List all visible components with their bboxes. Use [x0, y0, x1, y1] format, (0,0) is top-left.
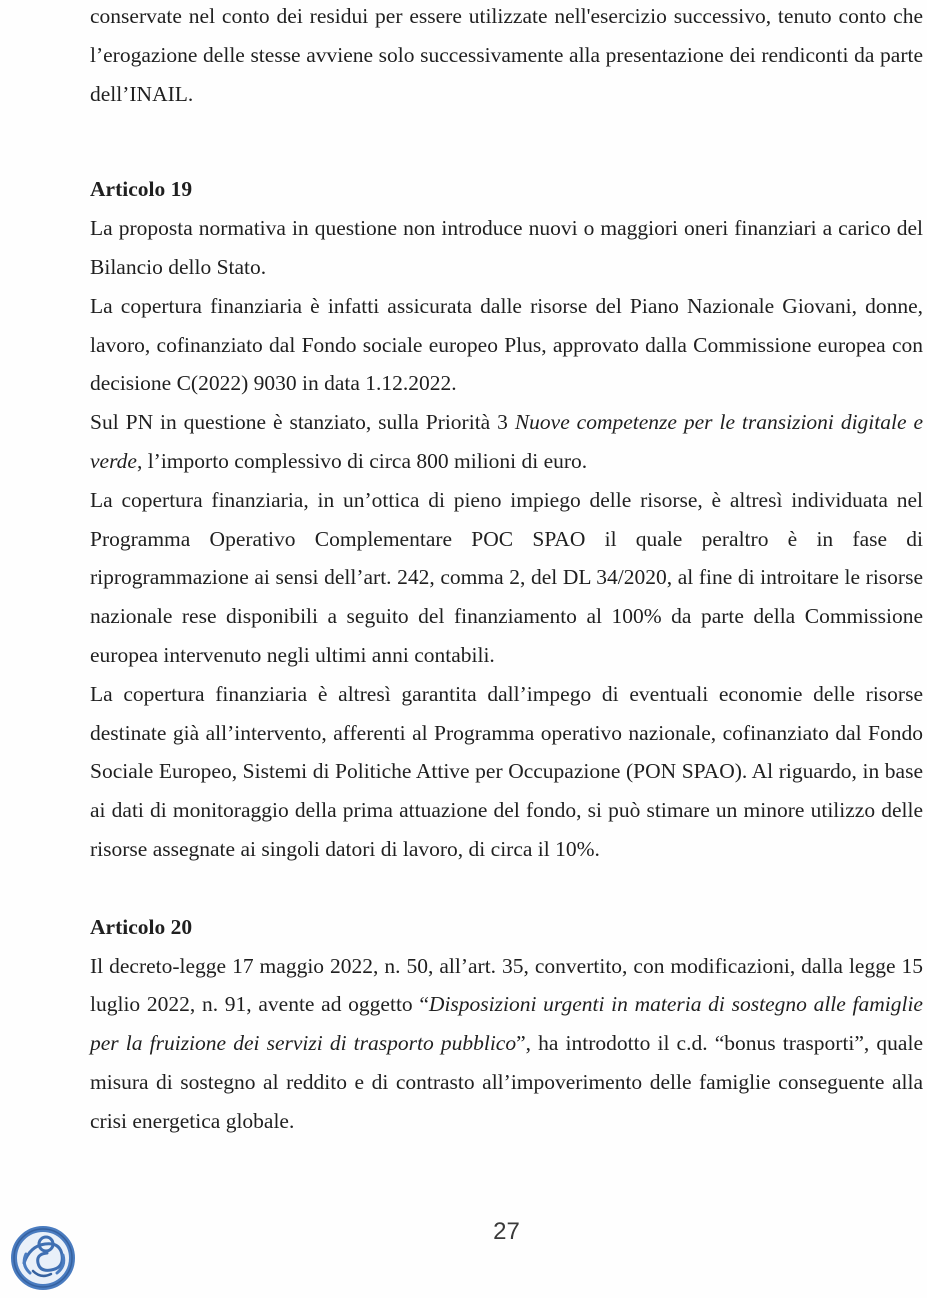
- text-run: , l’importo complessivo di circa 800 milioni di euro.: [136, 448, 588, 473]
- paragraph-spacer: [90, 113, 923, 170]
- text-run: Nuove competenze per le transizioni digitale e verde: [90, 410, 923, 473]
- text-run: Il decreto-legge 17 maggio 2022, n. 50, all’art. 35, convertito, con modificazioni, dalla legge 15 luglio 2022, n. 91, avente ad oggetto “: [90, 953, 923, 1017]
- text-run: Sul PN in questione è stanziato, sulla Priorità 3: [90, 410, 515, 435]
- body-paragraph: [90, 481, 923, 675]
- article-heading: [90, 908, 923, 947]
- body-paragraph: [90, 947, 923, 1141]
- text-run: conservate nel conto dei residui per essere utilizzate nell'esercizio successivo, tenuto conto che l’erogazione delle stesse avviene solo successivamente alla presentazione dei rendiconti da parte dell’INAIL.: [90, 4, 923, 106]
- body-paragraph: [90, 403, 923, 481]
- text-run: La copertura finanziaria è altresì garantita dall’impego di eventuali economie delle risorse destinate già all’intervento, afferenti al Programma operativo nazionale, cofinanziato dal Fondo Sociale Europeo, Sistemi di Politiche Attive per Occupazione (PON SPAO). Al riguardo, in base ai dati di monitoraggio della prima attuazione del fondo, si può stimare un minore utilizzo delle risorse assegnate ai singoli datori di lavoro, di circa il 10%.: [90, 681, 923, 861]
- text-run: Articolo 20: [90, 914, 193, 939]
- page-number: 27: [493, 1218, 520, 1245]
- body-paragraph: [90, 209, 923, 287]
- text-run: La copertura finanziaria, in un’ottica di pieno impiego delle risorse, è altresì individuata nel Programma Operativo Complementare POC SPAO il quale peraltro è in fase di riprogrammazione ai sensi dell’art. 242, comma 2, del DL 34/2020, al fine di introitare le risorse nazionale rese disponibili a seguito del finanziamento al 100% da parte della Commissione europea intervenuto negli ultimi anni contabili.: [90, 487, 923, 667]
- paragraph-spacer: [90, 869, 923, 908]
- body-paragraph: [90, 675, 923, 869]
- text-run: Disposizioni urgenti in materia di sostegno alle famiglie per la fruizione dei servizi di trasporto pubblico: [90, 992, 923, 1056]
- document-body: [90, 0, 923, 1141]
- circular-seal-stamp-icon: [9, 1223, 77, 1293]
- text-run: Articolo 19: [90, 177, 193, 202]
- article-heading: [90, 170, 923, 209]
- text-run: La copertura finanziaria è infatti assicurata dalle risorse del Piano Nazionale Giovani, donne, lavoro, cofinanziato dal Fondo sociale europeo Plus, approvato dalla Commissione europea con decisione C(2022) 9030 in data 1.12.2022.: [90, 293, 923, 396]
- body-paragraph: [90, 0, 923, 113]
- text-run: La proposta normativa in questione non introduce nuovi o maggiori oneri finanziari a carico del Bilancio dello Stato.: [90, 216, 923, 279]
- body-paragraph: [90, 287, 923, 403]
- text-run: ”, ha introdotto il c.d. “bonus trasporti”, quale misura di sostegno al reddito e di contrasto all’impoverimento delle famiglie conseguente alla crisi energetica globale.: [90, 1031, 923, 1133]
